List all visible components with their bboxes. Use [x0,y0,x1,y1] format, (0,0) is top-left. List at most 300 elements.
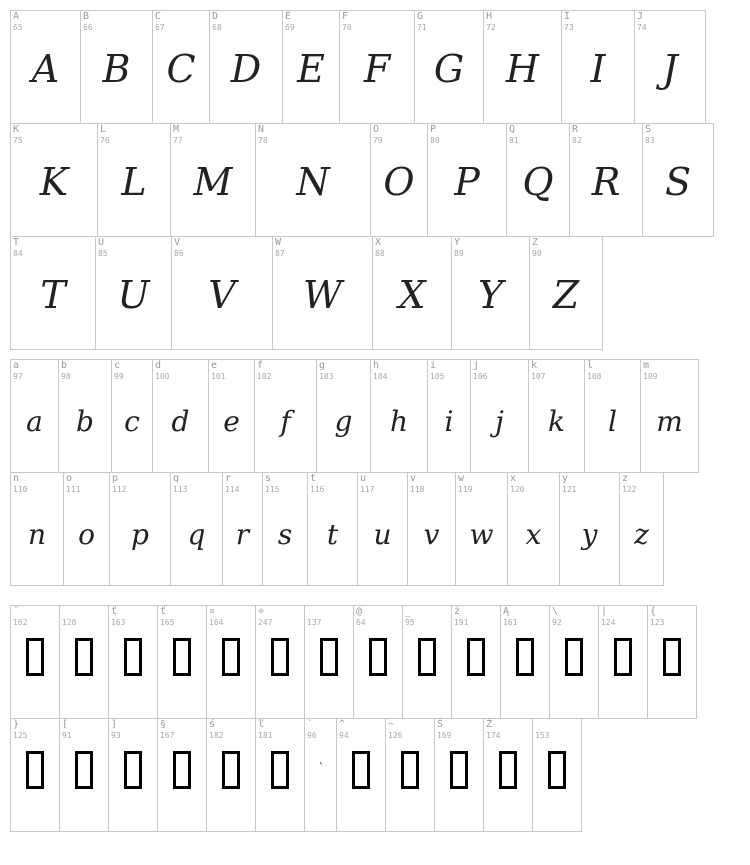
glyph-cell-lowercase-99 [111,359,153,473]
glyph-cell-uppercase-90 [529,236,603,350]
glyph-label: G [417,11,424,22]
glyph-code: 73 [564,23,574,32]
glyph-preview: v [423,518,440,551]
glyph-label: M [173,124,180,135]
glyph-code: 111 [66,485,81,494]
glyph-cell-uppercase-68 [209,10,283,124]
glyph-preview: k [548,405,565,438]
glyph-preview: c [124,405,140,438]
glyph-code: 65 [13,23,23,32]
glyph-cell-uppercase-82 [569,123,643,237]
glyph-cell-uppercase-83 [642,123,714,237]
glyph-preview: e [223,405,240,438]
glyph-preview: H [505,47,540,91]
glyph-preview: O [383,160,415,204]
glyph-cell-lowercase-98 [58,359,112,473]
glyph-code: 110 [13,485,28,494]
missing-glyph-box-icon [548,751,566,789]
missing-glyph-box-icon [450,751,468,789]
glyph-cell-lowercase-105 [427,359,471,473]
glyph-preview: Y [477,273,504,317]
glyph-label: V [174,237,181,248]
glyph-preview: n [27,518,47,551]
missing-glyph-box-icon [516,638,534,676]
glyph-code: 71 [417,23,427,32]
glyph-code: 104 [373,372,388,381]
glyph-label: n [13,473,20,484]
glyph-cell-lowercase-114 [222,472,263,586]
glyph-code: 117 [360,485,375,494]
glyph-preview: g [334,405,353,438]
glyph-code: 174 [486,731,501,740]
glyph-code: 74 [637,23,647,32]
glyph-label: x [510,473,517,484]
glyph-cell-uppercase-65 [10,10,81,124]
glyph-code: 86 [174,249,184,258]
glyph-cell-symbols-169 [434,718,484,832]
glyph-cell-symbols-165 [157,605,207,719]
glyph-cell-lowercase-104 [370,359,428,473]
glyph-label: w [458,473,465,484]
glyph-code: 94 [339,731,349,740]
glyph-label: a [13,360,20,371]
glyph-preview: u [373,518,392,551]
glyph-preview: m [656,405,683,438]
glyph-label: q [173,473,180,484]
missing-glyph-box-icon [26,638,44,676]
glyph-code: 128 [62,618,77,627]
glyph-cell-symbols-137 [304,605,354,719]
missing-glyph-box-icon [418,638,436,676]
glyph-code: 80 [430,136,440,145]
glyph-code: 153 [535,731,550,740]
glyph-code: 109 [643,372,658,381]
glyph-preview: s [277,518,293,551]
glyph-cell-lowercase-111 [63,472,110,586]
glyph-preview: B [102,47,131,91]
glyph-label: ] [111,719,118,730]
glyph-preview: w [469,518,494,551]
glyph-preview: r [235,518,250,551]
glyph-cell-lowercase-116 [307,472,358,586]
glyph-code: 124 [601,618,616,627]
glyph-cell-uppercase-76 [97,123,171,237]
glyph-label: c [114,360,121,371]
glyph-label: Š [437,719,444,730]
glyph-label: R [572,124,579,135]
missing-glyph-box-icon [173,751,191,789]
glyph-cell-symbols-123 [647,605,697,719]
glyph-cell-lowercase-117 [357,472,408,586]
glyph-label: N [258,124,265,135]
glyph-code: 118 [410,485,425,494]
glyph-label: F [342,11,349,22]
glyph-cell-lowercase-100 [152,359,209,473]
glyph-preview-tick: ` [318,761,325,775]
glyph-cell-lowercase-115 [262,472,308,586]
glyph-cell-symbols-161 [500,605,550,719]
glyph-preview: b [76,405,94,438]
glyph-label: g [319,360,326,371]
missing-glyph-box-icon [124,751,142,789]
glyph-cell-uppercase-72 [483,10,562,124]
glyph-code: 105 [430,372,445,381]
glyph-code: 88 [375,249,385,258]
glyph-cell-symbols-128 [59,605,109,719]
glyph-label: J [637,11,644,22]
glyph-label: X [375,237,382,248]
glyph-cell-symbols-125 [10,718,60,832]
glyph-code: 91 [62,731,72,740]
glyph-code: 79 [373,136,383,145]
glyph-label: Y [454,237,461,248]
missing-glyph-box-icon [124,638,142,676]
glyph-cell-uppercase-69 [282,10,340,124]
glyph-code: 121 [562,485,577,494]
glyph-code: 89 [454,249,464,258]
missing-glyph-box-icon [352,751,370,789]
glyph-label: z [622,473,629,484]
glyph-cell-symbols-163 [108,605,158,719]
glyph-code: 101 [211,372,226,381]
glyph-cell-uppercase-67 [152,10,210,124]
glyph-cell-uppercase-87 [272,236,373,350]
glyph-code: 84 [13,249,23,258]
glyph-label: f [257,360,264,371]
glyph-code: 90 [532,249,542,258]
glyph-cell-symbols-247 [255,605,305,719]
glyph-preview: E [297,47,325,91]
glyph-code: 87 [275,249,285,258]
glyph-label: d [155,360,162,371]
glyph-code: 119 [458,485,473,494]
glyph-label: ¤ [209,606,216,617]
glyph-cell-uppercase-77 [170,123,256,237]
glyph-label: } [13,719,20,730]
glyph-cell-uppercase-85 [95,236,172,350]
glyph-cell-symbols-96 [304,718,337,832]
glyph-preview: f [280,405,291,438]
glyph-code: 98 [61,372,71,381]
glyph-code: 191 [454,618,469,627]
glyph-label: K [13,124,20,135]
glyph-label: U [98,237,105,248]
glyph-label: P [430,124,437,135]
glyph-cell-symbols-92 [549,605,599,719]
glyph-label: § [160,719,167,730]
glyph-code: 77 [173,136,183,145]
glyph-label: D [212,11,219,22]
glyph-cell-uppercase-74 [634,10,706,124]
missing-glyph-box-icon [222,751,240,789]
glyph-preview: d [171,405,190,438]
glyph-code: 93 [111,731,121,740]
glyph-label: T [13,237,20,248]
glyph-cell-lowercase-97 [10,359,59,473]
missing-glyph-box-icon [271,638,289,676]
glyph-preview: i [444,405,454,438]
glyph-label: e [211,360,218,371]
glyph-code: 83 [645,136,655,145]
glyph-label: o [66,473,73,484]
glyph-cell-symbols-126 [385,718,435,832]
glyph-cell-lowercase-101 [208,359,255,473]
glyph-label: y [562,473,569,484]
glyph-code: 78 [258,136,268,145]
missing-glyph-box-icon [271,751,289,789]
glyph-preview: F [363,47,391,91]
glyph-label: r [225,473,232,484]
glyph-cell-uppercase-89 [451,236,530,350]
missing-glyph-box-icon [173,638,191,676]
glyph-label: ť [111,606,118,617]
glyph-preview: j [495,405,504,438]
glyph-label: s [265,473,272,484]
glyph-code: 69 [285,23,295,32]
glyph-label: _ [405,606,412,617]
glyph-code: 66 [83,23,93,32]
glyph-cell-lowercase-121 [559,472,620,586]
glyph-preview: G [433,47,465,91]
glyph-label: ś [209,719,216,730]
glyph-label: Z [532,237,539,248]
glyph-cell-lowercase-103 [316,359,371,473]
glyph-code: 106 [473,372,488,381]
glyph-code: 167 [160,731,175,740]
glyph-code: 75 [13,136,23,145]
glyph-cell-symbols-162 [10,605,60,719]
glyph-cell-lowercase-120 [507,472,560,586]
glyph-cell-lowercase-107 [528,359,585,473]
glyph-label: b [61,360,68,371]
glyph-preview: p [131,518,149,551]
glyph-code: 163 [111,618,126,627]
glyph-code: 247 [258,618,273,627]
glyph-preview: Z [552,273,580,317]
glyph-label: | [601,606,608,617]
glyph-preview: o [78,518,95,551]
glyph-label: A [13,11,20,22]
glyph-preview: S [664,160,692,204]
glyph-cell-symbols-94 [336,718,386,832]
glyph-code: 164 [209,618,224,627]
glyph-label: p [112,473,119,484]
glyph-cell-symbols-91 [59,718,109,832]
glyph-label: I [564,11,571,22]
glyph-code: 100 [155,372,170,381]
glyph-code: 76 [100,136,110,145]
glyph-preview: A [31,47,60,91]
glyph-cell-lowercase-118 [407,472,456,586]
glyph-code: 122 [622,485,637,494]
glyph-preview: h [389,405,409,438]
glyph-code: 116 [310,485,325,494]
glyph-cell-symbols-93 [108,718,158,832]
glyph-label: u [360,473,367,484]
glyph-preview: L [121,160,147,204]
glyph-cell-uppercase-84 [10,236,96,350]
glyph-preview: N [296,160,330,204]
glyph-cell-symbols-181 [255,718,305,832]
glyph-preview: D [230,47,262,91]
glyph-code: 64 [356,618,366,627]
glyph-cell-uppercase-81 [506,123,570,237]
glyph-cell-lowercase-122 [619,472,664,586]
glyph-label: ż [454,606,461,617]
glyph-code: 115 [265,485,280,494]
glyph-label: Ą [503,606,510,617]
glyph-label: H [486,11,493,22]
glyph-code: 96 [307,731,317,740]
glyph-code: 72 [486,23,496,32]
glyph-label: E [285,11,292,22]
glyph-label: { [650,606,657,617]
glyph-preview: U [117,273,150,317]
glyph-label: ` [307,719,314,730]
glyph-preview: M [193,160,233,204]
glyph-label: ľ [258,719,265,730]
glyph-label: h [373,360,380,371]
glyph-preview: T [40,273,66,317]
missing-glyph-box-icon [320,638,338,676]
glyph-code: 85 [98,249,108,258]
missing-glyph-box-icon [75,638,93,676]
glyph-cell-lowercase-106 [470,359,529,473]
glyph-preview: K [39,160,69,204]
glyph-cell-symbols-64 [353,605,403,719]
glyph-label: \ [552,606,559,617]
glyph-label: ^ [339,719,346,730]
glyph-cell-lowercase-102 [254,359,317,473]
glyph-code: 95 [405,618,415,627]
glyph-code: 120 [510,485,525,494]
glyph-code: 114 [225,485,240,494]
glyph-code: 103 [319,372,334,381]
glyph-cell-symbols-124 [598,605,648,719]
glyph-cell-lowercase-110 [10,472,64,586]
glyph-label: W [275,237,282,248]
missing-glyph-box-icon [401,751,419,789]
glyph-label: O [373,124,380,135]
glyph-code: 70 [342,23,352,32]
glyph-label: ~ [388,719,395,730]
missing-glyph-box-icon [369,638,387,676]
glyph-preview: V [208,273,236,317]
glyph-label: L [100,124,107,135]
glyph-label: i [430,360,437,371]
glyph-cell-symbols-191 [451,605,501,719]
glyph-cell-uppercase-78 [255,123,371,237]
glyph-label: k [531,360,538,371]
glyph-cell-uppercase-88 [372,236,452,350]
glyph-label: j [473,360,480,371]
glyph-preview: l [608,405,617,438]
glyph-label: ÷ [258,606,265,617]
glyph-preview: z [634,518,649,551]
glyph-cell-uppercase-79 [370,123,428,237]
glyph-code: 181 [258,731,273,740]
glyph-cell-lowercase-109 [640,359,699,473]
glyph-code: 99 [114,372,124,381]
glyph-cell-uppercase-75 [10,123,98,237]
glyph-cell-lowercase-112 [109,472,171,586]
glyph-code: 112 [112,485,127,494]
missing-glyph-box-icon [499,751,517,789]
glyph-cell-symbols-182 [206,718,256,832]
glyph-label: ť [160,606,167,617]
glyph-label: Q [509,124,516,135]
glyph-preview: C [166,47,196,91]
glyph-label: S [645,124,652,135]
glyph-code: 68 [212,23,222,32]
glyph-code: 123 [650,618,665,627]
glyph-preview: a [26,405,43,438]
glyph-cell-symbols-174 [483,718,533,832]
glyph-label: C [155,11,162,22]
glyph-code: 102 [257,372,272,381]
glyph-label: v [410,473,417,484]
glyph-cell-symbols-167 [157,718,207,832]
glyph-preview: W [302,273,343,317]
glyph-cell-lowercase-108 [584,359,641,473]
glyph-code: 162 [13,618,28,627]
glyph-label: Ž [486,719,493,730]
glyph-preview: x [525,518,542,551]
glyph-cell-uppercase-71 [414,10,484,124]
glyph-preview: P [454,160,480,204]
missing-glyph-box-icon [75,751,93,789]
glyph-code: 182 [209,731,224,740]
missing-glyph-box-icon [565,638,583,676]
glyph-label: t [310,473,317,484]
glyph-code: 165 [160,618,175,627]
missing-glyph-box-icon [222,638,240,676]
glyph-cell-lowercase-119 [455,472,508,586]
glyph-preview: y [581,518,598,551]
glyph-code: 107 [531,372,546,381]
glyph-cell-lowercase-113 [170,472,223,586]
glyph-code: 82 [572,136,582,145]
glyph-preview: Q [522,160,554,204]
glyph-code: 108 [587,372,602,381]
glyph-label: ¨ [13,606,20,617]
glyph-cell-uppercase-70 [339,10,415,124]
glyph-label: l [587,360,594,371]
glyph-cell-symbols-95 [402,605,452,719]
glyph-cell-symbols-164 [206,605,256,719]
glyph-cell-uppercase-80 [427,123,507,237]
glyph-label: [ [62,719,69,730]
glyph-code: 113 [173,485,188,494]
missing-glyph-box-icon [614,638,632,676]
glyph-cell-uppercase-73 [561,10,635,124]
glyph-code: 97 [13,372,23,381]
glyph-preview: J [662,47,678,91]
glyph-code: 161 [503,618,518,627]
glyph-preview: q [187,518,206,551]
glyph-code: 81 [509,136,519,145]
glyph-preview: R [591,160,621,204]
glyph-preview: t [326,518,339,551]
missing-glyph-box-icon [26,751,44,789]
glyph-code: 137 [307,618,322,627]
glyph-cell-uppercase-86 [171,236,273,350]
glyph-preview: X [398,273,426,317]
glyph-code: 125 [13,731,28,740]
glyph-preview: I [590,47,606,91]
glyph-cell-uppercase-66 [80,10,153,124]
glyph-label: @ [356,606,363,617]
